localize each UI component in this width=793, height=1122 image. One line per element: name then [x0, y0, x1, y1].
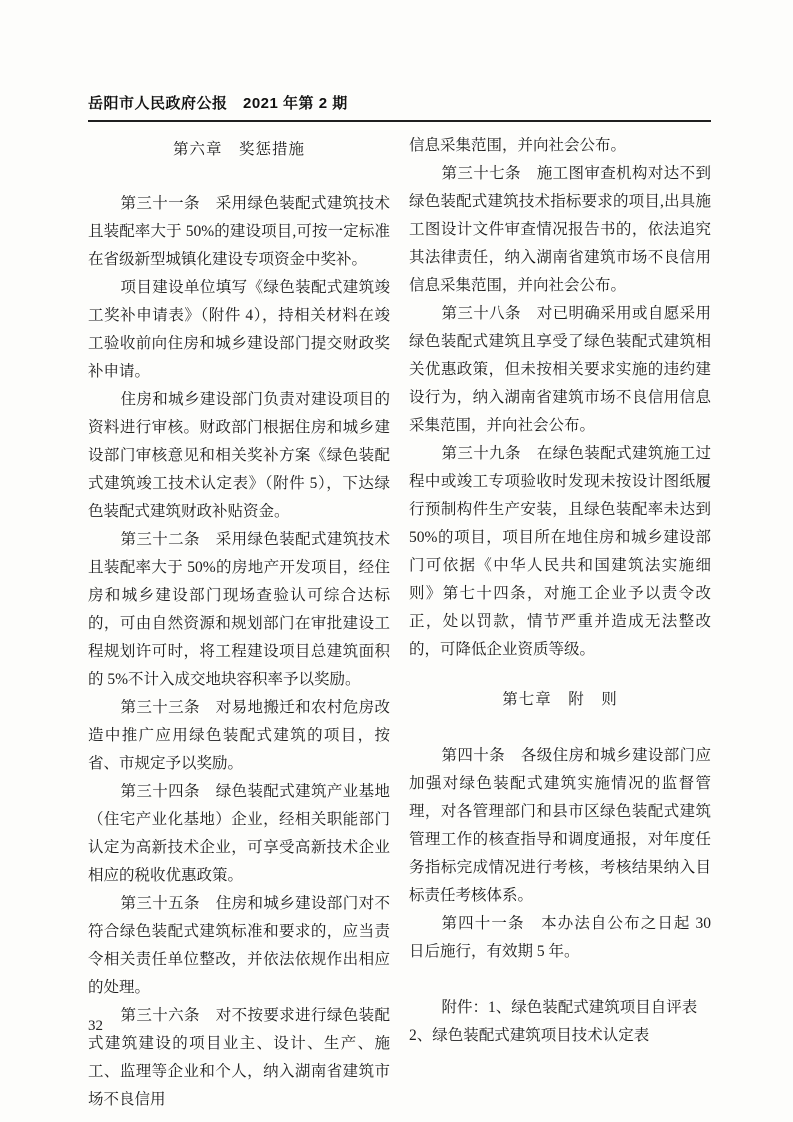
- attachment-item-2: 2、绿色装配式建筑项目技术认定表: [409, 1027, 650, 1044]
- article-36-continuation: 信息采集范围，并向社会公布。: [409, 137, 627, 154]
- left-column: [88, 132, 390, 1114]
- article-33-paragraph: 第三十三条 对易地搬迁和农村危房改造中推广应用绿色装配式建筑的项目，按省、市规定予以奖励。: [88, 699, 390, 772]
- article-35-paragraph: 第三十五条 住房和城乡建设部门对不符合绿色装配式建筑标准和要求的，应当责令相关责任单位整改，并依法依规作出相应的处理。: [88, 895, 390, 996]
- article-34-paragraph: 第三十四条 绿色装配式建筑产业基地（住宅产业化基地）企业，经相关职能部门认定为高新技术企业，可享受高新技术企业相应的税收优惠政策。: [88, 783, 390, 884]
- chapter-7-heading: 第七章 附 则: [502, 691, 618, 708]
- chapter-6-heading: 第六章 奖惩措施: [172, 141, 305, 158]
- right-column: [409, 132, 711, 1114]
- header-rule: [88, 120, 711, 122]
- article-41-paragraph: 第四十一条 本办法自公布之日起 30 日后施行，有效期 5 年。: [409, 915, 711, 960]
- attachments-list: [409, 994, 711, 1050]
- page-number: 32: [88, 1018, 103, 1034]
- article-32-paragraph: 第三十二条 采用绿色装配式建筑技术且装配率大于 50%的房地产开发项目，经住房和城乡建设部门现场查验认可综合达标的，可由自然资源和规划部门在审批建设工程规划许可时，将工程建设项目总建筑面积的 5%不计入成交地块容积率予以奖励。: [88, 531, 390, 688]
- article-36-paragraph: 第三十六条 对不按要求进行绿色装配式建筑建设的项目业主、设计、生产、施工、监理等企业和个人，纳入湖南省建筑市场不良信用: [88, 1007, 390, 1108]
- masthead-title: 岳阳市人民政府公报 2021 年第 2 期: [88, 95, 348, 112]
- page-header: [88, 92, 711, 122]
- article-31-paragraph-2: 项目建设单位填写《绿色装配式建筑竣工奖补申请表》（附件 4），持相关材料在竣工验收前向住房和城乡建设部门提交财政奖补申请。: [88, 279, 390, 380]
- document-body: [88, 132, 711, 1114]
- article-40-paragraph: 第四十条 各级住房和城乡建设部门应加强对绿色装配式建筑实施情况的监督管理，对各管理部门和县市区绿色装配式建筑管理工作的核查指导和调度通报，对年度任务指标完成情况进行考核，考核结果纳入目标责任考核体系。: [409, 747, 711, 904]
- attachment-item-1: 附件：1、绿色装配式建筑项目自评表: [441, 999, 698, 1016]
- article-39-paragraph: 第三十九条 在绿色装配式建筑施工过程中或竣工专项验收时发现未按设计图纸履行预制构件生产安装，且绿色装配率未达到 50%的项目，项目所在地住房和城乡建设部门可依据《中华人民共和国建筑法实施细则》第七十四条，对施工企业予以责令改正，处以罚款，情节严重并造成无法整改的，可降低企业资质等级。: [409, 445, 711, 658]
- article-31-paragraph-3: 住房和城乡建设部门负责对建设项目的资料进行审核。财政部门根据住房和城乡建设部门审核意见和相关奖补方案《绿色装配式建筑竣工技术认定表》（附件 5），下达绿色装配式建筑财政补贴资金。: [88, 391, 390, 520]
- article-31-paragraph: 第三十一条 采用绿色装配式建筑技术且装配率大于 50%的建设项目,可按一定标准在省级新型城镇化建设专项资金中奖补。: [88, 195, 390, 268]
- article-37-paragraph: 第三十七条 施工图审查机构对达不到绿色装配式建筑技术指标要求的项目,出具施工图设计文件审查情况报告书的，依法追究其法律责任，纳入湖南省建筑市场不良信用信息采集范围，并向社会公布。: [409, 165, 711, 294]
- article-38-paragraph: 第三十八条 对已明确采用或自愿采用绿色装配式建筑且享受了绿色装配式建筑相关优惠政策，但未按相关要求实施的违约建设行为，纳入湖南省建筑市场不良信用信息采集范围，并向社会公布。: [409, 305, 711, 434]
